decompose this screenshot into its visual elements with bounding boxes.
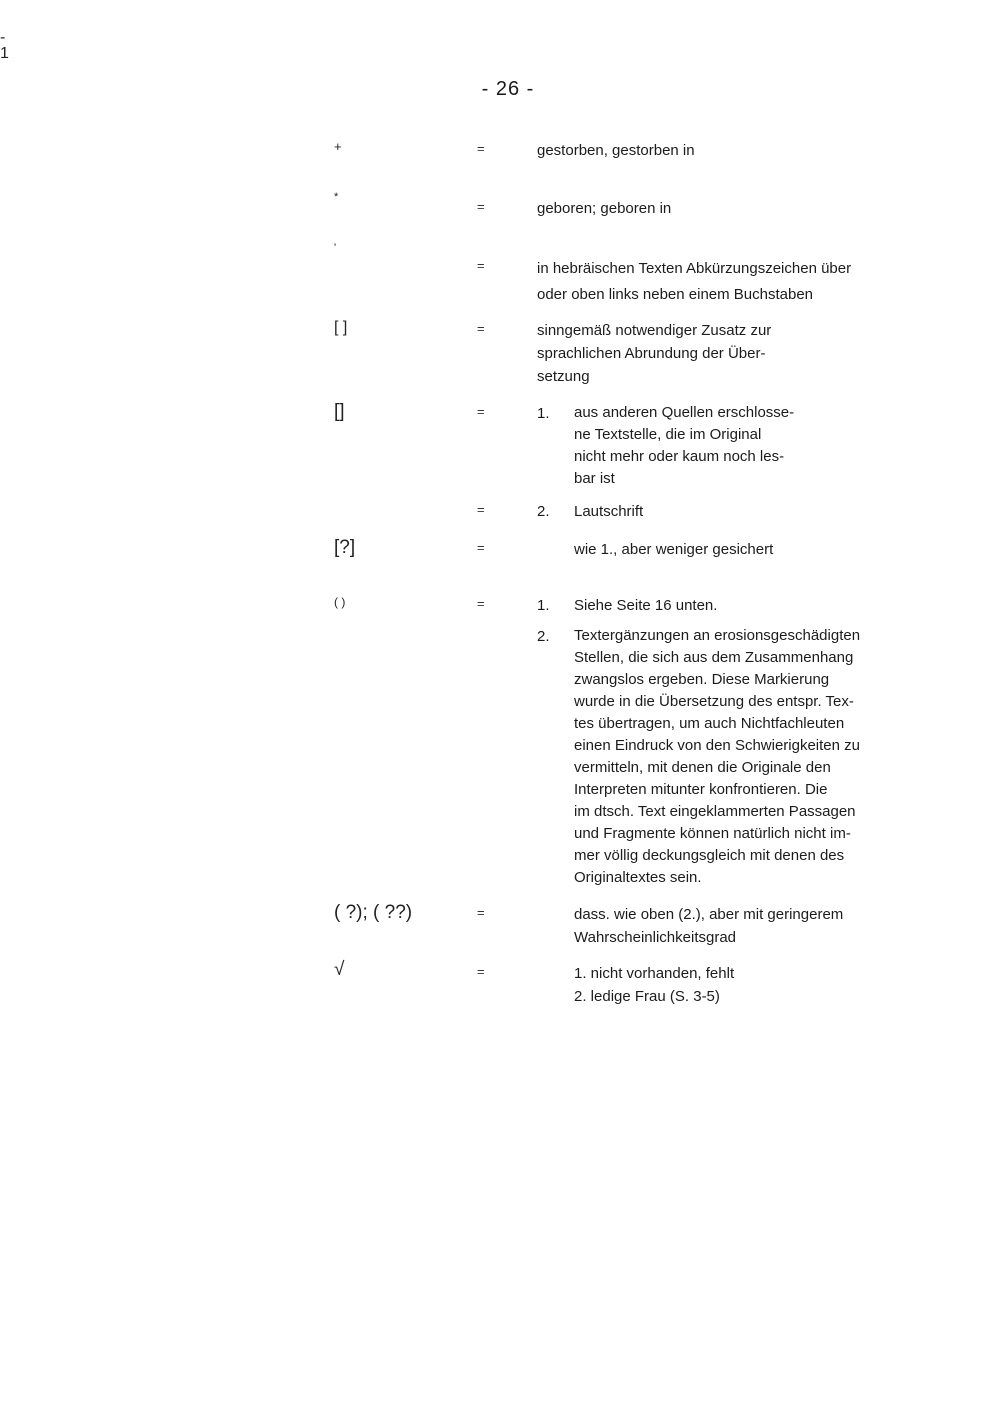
entry-description: [574, 500, 643, 523]
entry-symbol: [?]: [334, 537, 356, 558]
margin-mark: [0, 30, 9, 62]
item-number: 2.: [537, 503, 550, 520]
description-line: setzung: [537, 368, 590, 385]
item-number: 1.: [537, 597, 550, 614]
entry-symbol: []: [334, 401, 345, 422]
entry-description: [574, 594, 717, 617]
entry-description: [574, 625, 860, 889]
entry-description: [574, 402, 794, 490]
entry-symbol: +: [334, 139, 342, 154]
entry-symbol: [ ]: [334, 319, 348, 336]
equals-sign: =: [477, 404, 485, 419]
equals-sign: =: [477, 321, 485, 336]
page-number: - 26 -: [481, 78, 535, 100]
description-line: wurde in die Übersetzung des entspr. Tex-: [574, 693, 854, 710]
description-line: Lautschrift: [574, 503, 644, 520]
equals-sign: =: [477, 964, 485, 979]
description-line: vermitteln, mit denen die Originale den: [574, 759, 831, 776]
description-line: Textergänzungen an erosionsgeschädigten: [574, 627, 861, 644]
description-line: einen Eindruck von den Schwierigkeiten zu: [574, 737, 861, 754]
margin-mark-2: 1: [0, 45, 9, 62]
entry-description: [537, 197, 937, 220]
description-line: sinngemäß notwendiger Zusatz zur: [537, 322, 772, 339]
entry-description: [537, 256, 937, 308]
description-line: nicht mehr oder kaum noch les-: [574, 448, 785, 465]
description-line: sprachlichen Abrundung der Über-: [537, 345, 766, 362]
equals-sign: =: [477, 540, 485, 555]
description-line: und Fragmente können natürlich nicht im-: [574, 825, 851, 842]
description-line: mer völlig deckungsgleich mit denen des: [574, 847, 845, 864]
item-number: 1.: [537, 405, 550, 422]
description-line: ne Textstelle, die im Original: [574, 426, 762, 443]
description-line: 1. nicht vorhanden, fehlt: [574, 965, 735, 982]
equals-sign: =: [477, 596, 485, 611]
description-line: geboren; geboren in: [537, 200, 672, 217]
equals-sign: =: [477, 258, 485, 273]
description-line: oder oben links neben einem Buchstaben: [537, 286, 814, 303]
description-line: bar ist: [574, 470, 615, 487]
description-line: Originaltextes sein.: [574, 869, 702, 886]
entry-symbol: √: [334, 959, 345, 980]
equals-sign: =: [477, 502, 485, 517]
description-line: zwangslos ergeben. Diese Markierung: [574, 671, 830, 688]
description-line: 2. ledige Frau (S. 3-5): [574, 988, 720, 1005]
equals-sign: =: [477, 199, 485, 214]
description-line: dass. wie oben (2.), aber mit geringerem: [574, 906, 844, 923]
description-line: Wahrscheinlichkeitsgrad: [574, 929, 737, 946]
entry-description: [537, 319, 937, 388]
entry-symbol: *: [334, 191, 339, 203]
description-line: Interpreten mitunter konfrontieren. Die: [574, 781, 828, 798]
description-line: tes übertragen, um auch Nichtfachleuten: [574, 715, 845, 732]
description-line: in hebräischen Texten Abkürzungszeichen über: [537, 260, 852, 277]
entry-symbol: ( ?); ( ??): [334, 902, 413, 923]
entry-symbol: ( ): [334, 595, 346, 609]
equals-sign: =: [477, 905, 485, 920]
entry-description: [574, 962, 734, 1008]
margin-mark-1: -: [0, 29, 6, 46]
item-number: 2.: [537, 628, 550, 645]
entry-description: [574, 538, 773, 561]
equals-sign: =: [477, 141, 485, 156]
description-line: Siehe Seite 16 unten.: [574, 597, 718, 614]
description-line: im dtsch. Text eingeklammerten Passagen: [574, 803, 856, 820]
entry-description: [537, 139, 937, 162]
description-line: gestorben, gestorben in: [537, 142, 695, 159]
description-line: Stellen, die sich aus dem Zusammenhang: [574, 649, 854, 666]
entry-description: [574, 903, 843, 949]
entry-symbol: ': [334, 242, 337, 254]
description-line: wie 1., aber weniger gesichert: [574, 541, 774, 558]
description-line: aus anderen Quellen erschlosse-: [574, 404, 795, 421]
